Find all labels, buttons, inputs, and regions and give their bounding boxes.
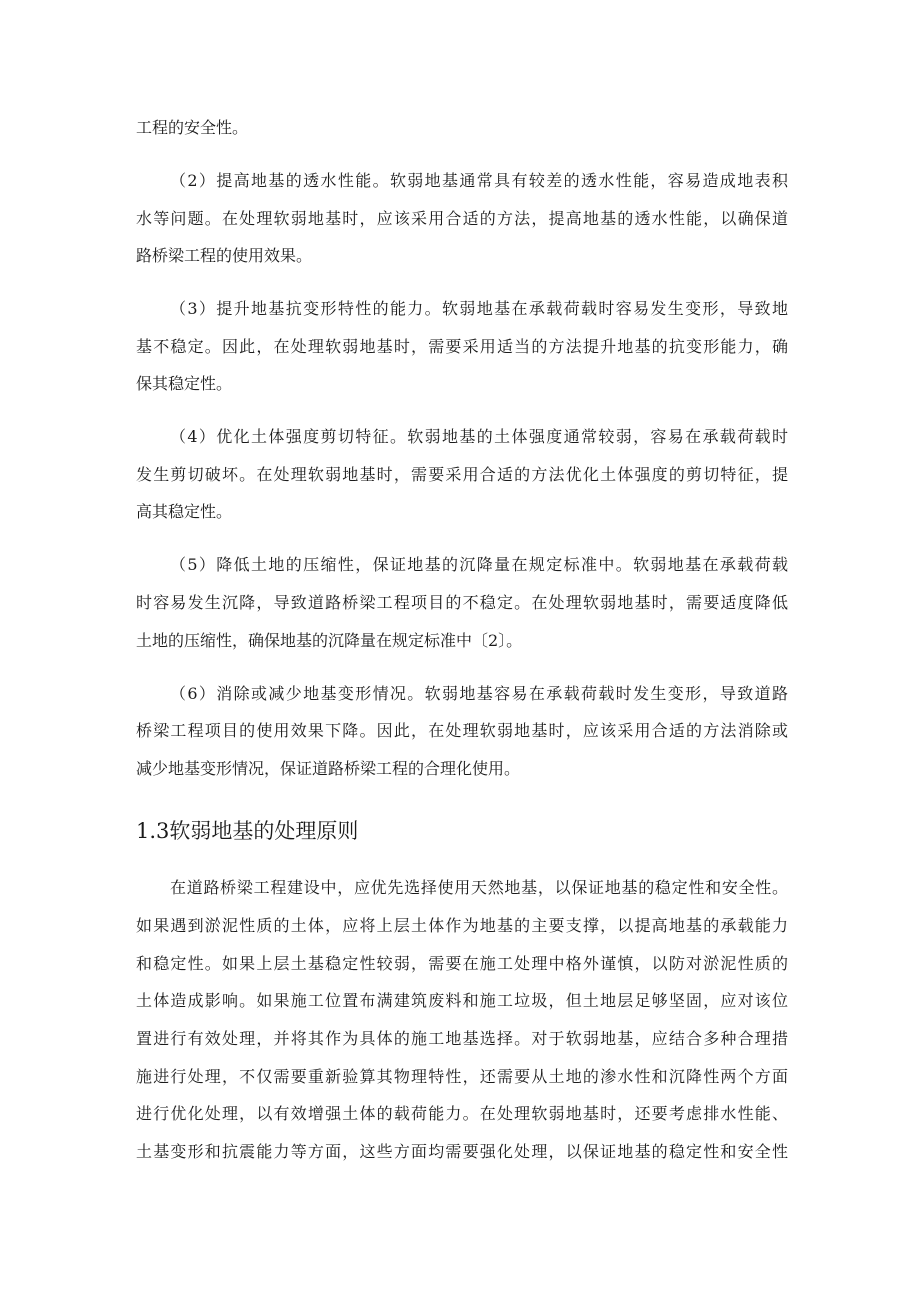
list-item-line: 减少地基变形情况，保证道路桥梁工程的合理化使用。 [136,759,521,778]
list-item-line: 时容易发生沉降，导致道路桥梁工程项目的不稳定。在处理软弱地基时，需要适度降低 [136,593,788,612]
list-item-line: （2）提高地基的透水性能。软弱地基通常具有较差的透水性能，容易造成地表积 [170,171,788,190]
list-item-line: 桥梁工程项目的使用效果下降。因此，在处理软弱地基时，应该采用合适的方法消除或 [136,721,788,740]
list-item-line: （4）优化土体强度剪切特征。软弱地基的土体强度通常较弱，容易在承载荷载时 [170,427,788,446]
list-item-line: 水等问题。在处理软弱地基时，应该采用合适的方法，提高地基的透水性能，以确保道 [136,209,788,228]
paragraph-line: 和稳定性。如果上层土基稳定性较弱，需要在施工处理中格外谨慎，以防对淤泥性质的 [136,954,788,973]
list-item-line: （6）消除或减少地基变形情况。软弱地基容易在承载荷载时发生变形，导致道路 [170,684,788,703]
paragraph-line: 土体造成影响。如果施工位置布满建筑废料和施工垃圾，但土地层足够坚固，应对该位 [136,991,788,1010]
paragraph-line: 进行优化处理，以有效增强土体的载荷能力。在处理软弱地基时，还要考虑排水性能、 [136,1104,788,1123]
continuation-line: 工程的安全性。 [136,118,249,137]
paragraph-line: 土基变形和抗震能力等方面，这些方面均需要强化处理，以保证地基的稳定性和安全性 [136,1142,788,1161]
paragraph-line: 在道路桥梁工程建设中，应优先选择使用天然地基，以保证地基的稳定性和安全性。 [170,878,788,897]
list-item-line: 基不稳定。因此，在处理软弱地基时，需要采用适当的方法提升地基的抗变形能力，确 [136,337,788,356]
list-item-line: （3）提升地基抗变形特性的能力。软弱地基在承载荷载时容易发生变形，导致地 [170,299,788,318]
list-item-line: 高其稳定性。 [136,502,233,521]
paragraph-line: 置进行有效处理，并将其作为具体的施工地基选择。对于软弱地基，应结合多种合理措 [136,1029,788,1048]
list-item-line: 路桥梁工程的使用效果。 [136,246,313,265]
list-item-line: （5）降低土地的压缩性，保证地基的沉降量在规定标准中。软弱地基在承载荷载 [170,555,788,574]
paragraph-line: 如果遇到淤泥性质的土体，应将上层土体作为地基的主要支撑，以提高地基的承载能力 [136,916,788,935]
paragraph-line: 施进行处理，不仅需要重新验算其物理特性，还需要从土地的渗水性和沉降性两个方面 [136,1067,788,1086]
list-item-line: 土地的压缩性，确保地基的沉降量在规定标准中〔2〕。 [136,631,523,650]
list-item-line: 保其稳定性。 [136,374,233,393]
list-item-line: 发生剪切破坏。在处理软弱地基时，需要采用合适的方法优化土体强度的剪切特征，提 [136,465,788,484]
section-heading: 1.3软弱地基的处理原则 [136,819,359,843]
